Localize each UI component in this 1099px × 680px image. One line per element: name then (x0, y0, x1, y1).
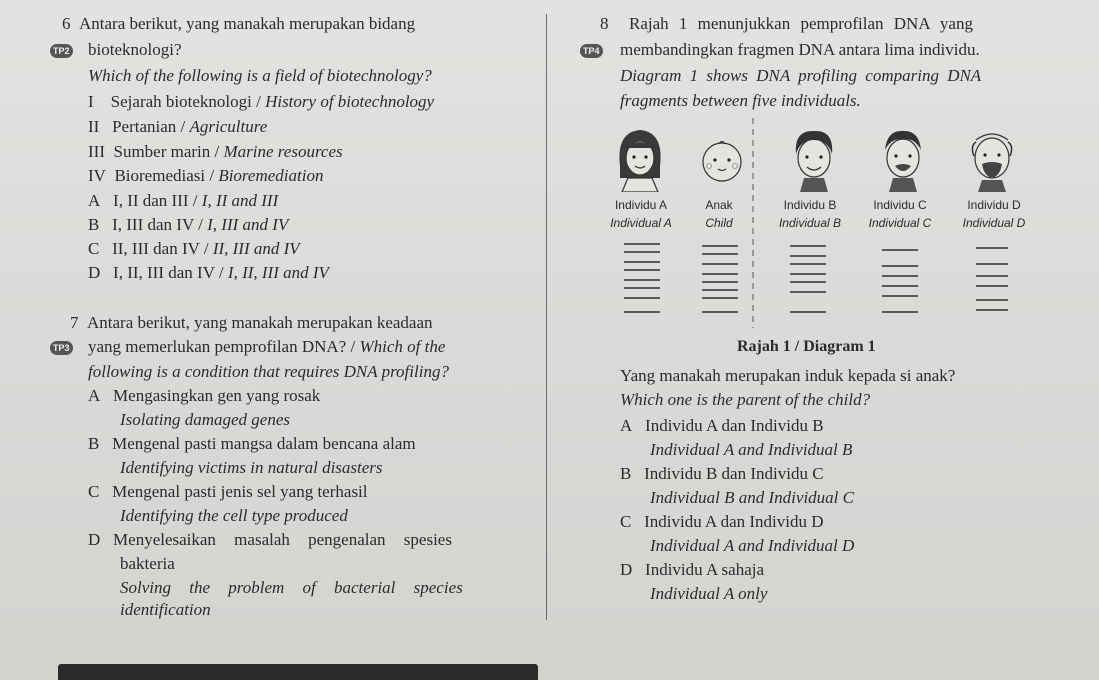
q7-option-d-en2: identification (120, 600, 211, 619)
q7-option-a-en: Isolating damaged genes (120, 410, 290, 429)
q6-stem-ms: Antara berikut, yang manakah merupakan bidang (79, 14, 416, 33)
q6-option-b[interactable]: B I, III dan IV / I, III and IV (88, 215, 289, 234)
label-individual-b-en: Individual B (778, 216, 842, 230)
woman-face-icon (612, 126, 668, 192)
q8-stem-en1: Diagram 1 shows DNA profiling comparing DNA (620, 66, 982, 85)
label-individual-a-en: Individual A (610, 216, 672, 230)
q8-option-c-en: Individual A and Individual D (650, 536, 855, 555)
man-face-icon (786, 126, 842, 192)
q7-line3: following is a condition that requires DNA profiling? (88, 362, 449, 381)
tp-badge-q6: TP2 (50, 44, 73, 58)
dna-profile-individual-b (788, 240, 828, 320)
baby-face-icon (697, 136, 747, 186)
elderly-man-face-icon (964, 126, 1020, 192)
q7-option-b[interactable]: B Mengenal pasti mangsa dalam bencana alam (88, 434, 416, 453)
q7-option-d-en: Solving the problem of bacterial species (120, 578, 463, 597)
label-individual-c: Individu C (873, 198, 927, 212)
q6-option-c[interactable]: C II, III dan IV / II, III and IV (88, 239, 300, 258)
label-individual-c-en: Individual C (868, 216, 932, 230)
dna-profile-child (700, 240, 740, 320)
q6-number: 6 (62, 14, 71, 33)
q6-item-4: IV Bioremediasi / Bioremediation (88, 166, 324, 185)
q6-option-a[interactable]: A I, II dan III / I, II and III (88, 191, 279, 210)
label-child: Anak (705, 198, 733, 212)
q7-option-c-en: Identifying the cell type produced (120, 506, 348, 525)
q8-option-a-en: Individual A and Individual B (650, 440, 853, 459)
tp-badge-q7: TP3 (50, 341, 73, 355)
q7-option-d[interactable]: D Menyelesaikan masalah pengenalan spesies (88, 530, 452, 549)
q8-option-a[interactable]: A Individu A dan Individu B (620, 416, 824, 435)
q7-option-d-line2: bakteria (120, 554, 175, 573)
q8-option-b-en: Individual B and Individual C (650, 488, 854, 507)
q6-item-3: III Sumber marin / Marine resources (88, 142, 343, 161)
label-child-en: Child (705, 216, 733, 230)
label-individual-a: Individu A (614, 198, 668, 212)
label-individual-d: Individu D (967, 198, 1021, 212)
dna-profile-individual-a (622, 240, 662, 320)
older-man-face-icon (875, 126, 931, 192)
diagram-caption: Rajah 1 / Diagram 1 (737, 338, 876, 355)
dna-profile-individual-c (880, 240, 920, 320)
q7-option-b-en: Identifying victims in natural disasters (120, 458, 383, 477)
q7-line1: 7 Antara berikut, yang manakah merupakan keadaan (70, 313, 433, 332)
q8-question-en: Which one is the parent of the child? (620, 390, 871, 409)
q6-item-2: II Pertanian / Agriculture (88, 117, 268, 136)
label-individual-d-en: Individual D (962, 216, 1026, 230)
q8-line1: 8 Rajah 1 menunjukkan pemprofilan DNA yang (600, 14, 973, 33)
q8-stem-en2: fragments between five individuals. (620, 91, 861, 110)
q8-question-ms: Yang manakah merupakan induk kepada si anak? (620, 366, 956, 385)
dark-object-edge (58, 664, 538, 680)
label-individual-b: Individu B (783, 198, 837, 212)
q8-option-d-en: Individual A only (650, 584, 768, 603)
q6-line2: bioteknologi? (88, 40, 182, 59)
q6-stem-en: Which of the following is a field of biotechnology? (88, 66, 432, 85)
q7-option-c[interactable]: C Mengenal pasti jenis sel yang terhasil (88, 482, 368, 501)
q8-line2: membandingkan fragmen DNA antara lima individu. (620, 40, 980, 59)
q8-option-d[interactable]: D Individu A sahaja (620, 560, 765, 579)
q8-option-c[interactable]: C Individu A dan Individu D (620, 512, 824, 531)
q8-option-b[interactable]: B Individu B dan Individu C (620, 464, 824, 483)
column-divider (546, 14, 547, 620)
tp-badge-q8: TP4 (580, 44, 603, 58)
q8-number: 8 (600, 14, 609, 33)
dna-profile-individual-d (972, 240, 1012, 320)
q6-item-1: I Sejarah bioteknologi / History of biotechnology (88, 92, 435, 111)
q7-number: 7 (70, 313, 79, 332)
q6-line1 (62, 14, 415, 34)
q7-option-a[interactable]: A Mengasingkan gen yang rosak (88, 386, 321, 405)
q7-line2: yang memerlukan pemprofilan DNA? / Which of the (88, 337, 446, 356)
q6-option-d[interactable]: D I, II, III dan IV / I, II, III and IV (88, 263, 329, 282)
